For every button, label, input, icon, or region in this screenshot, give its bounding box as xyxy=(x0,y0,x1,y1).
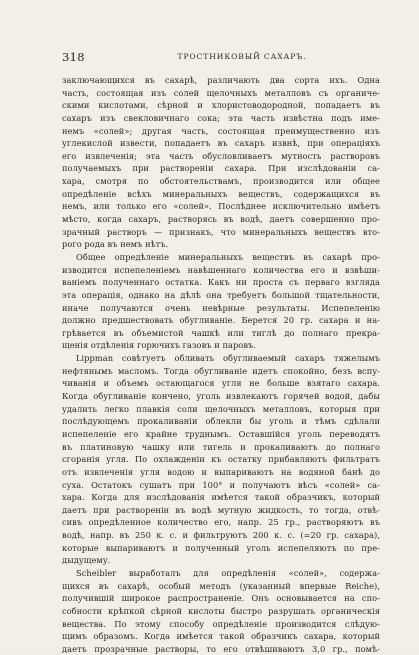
text-line: щихся въ сахарѣ, особый методъ (указанный впервые Reiche), xyxy=(62,580,380,591)
text-line: водѣ, напр. въ 250 к. с. и фильтруютъ 200 к. с. (=20 гр. сахара), xyxy=(62,530,380,541)
text-line: которые выпариваютъ и полученный уголь испепеляютъ по пре- xyxy=(62,542,380,553)
text-line: послѣдующемъ прокаливаніи облекли бы уголь и тѣмъ сдѣлали xyxy=(62,416,380,427)
text-line: эта операція, однако на дѣлѣ она требуетъ большой тщательности, xyxy=(62,289,380,300)
text-line: зрачный растворъ — признакъ, что минеральныхъ веществъ вто- xyxy=(62,226,380,237)
text-line: даетъ прозрачные растворы, то его отвѣшиваютъ 3,0 гр., помѣ- xyxy=(62,643,380,654)
text-line: Lippman совѣтуетъ обливать обугливаемый сахаръ тяжелымъ xyxy=(76,353,380,364)
text-line: получаемыхъ при раствореніи сахара. При изслѣдованіи са- xyxy=(62,163,380,174)
text-line: углекислой извести, попадаетъ въ сахаръ извнѣ, при операціяхъ xyxy=(62,138,380,149)
text-line: хара, смотря по обстоятельствамъ, производится или общее xyxy=(62,176,380,187)
text-line: немъ, или только его «солей». Послѣднее исключительно имѣетъ xyxy=(62,201,380,212)
text-line: немъ «солей»; другая часть, состоящая преимущественно изъ xyxy=(62,125,380,136)
body-text xyxy=(62,74,380,655)
text-line: заключающихся въ сахарѣ, различають два сорта ихъ. Одна xyxy=(62,75,380,85)
text-line: должно предшествовать обугливаніе. Берется 20 гр. сахара и на- xyxy=(62,315,380,326)
text-line: часть, состоящая изъ солей щелочныхъ металловъ съ органиче- xyxy=(62,87,380,98)
text-line: щенія отдѣленія горючихъ газовъ и паровъ. xyxy=(62,340,256,351)
text-line: чиванія и объемъ остающагося угля не больше взятаго сахара. xyxy=(62,378,380,389)
text-line: рого рода въ немъ нѣтъ. xyxy=(62,239,169,250)
text-line: вещества. По этому способу опредѣленіе производится слѣдую- xyxy=(62,618,380,629)
text-line: получившій широкое распространеніе. Онъ основывается на спо- xyxy=(62,593,380,604)
text-line: въ платиновую чашку или тигель и прокаливаютъ до полнаго xyxy=(62,441,380,452)
text-line: нефтянымъ масломъ. Тогда обугливаніе идетъ спокойно, безъ вспу- xyxy=(62,365,380,376)
text-line: скими кислотами, сѣрной и хлористоводородной, попадаетъ въ xyxy=(62,100,380,111)
text-line: собности крѣпкой сѣрной кислоты быстро разрушать органическія xyxy=(62,605,380,616)
text-line: даетъ при растворенін въ водѣ мутную жидкость, то тогда, отвѣ- xyxy=(62,504,380,515)
text-line: отъ извлеченія угля водою и выпариваютъ на водяной банѣ до xyxy=(62,466,380,477)
page-header xyxy=(62,50,380,66)
text-line: сивъ опредѣленное количество его, напр. 25 гр., растворяютъ въ xyxy=(62,517,380,528)
text-line: хара. Когда для изслѣдованія имѣется такой образчикъ, который xyxy=(62,492,380,503)
text-line: щимъ образомъ. Когда имѣется такой образчикъ сахара, который xyxy=(62,631,380,642)
text-line: изводится испепеленіемъ навѣшеннаго количества его и взвѣши- xyxy=(62,264,380,275)
text-line: мѣсто, когда сахаръ, растворясь въ водѣ, даетъ совершенно про- xyxy=(62,214,380,225)
page-number: 318 xyxy=(62,50,85,64)
text-line: испепеленіе его крайне труднымъ. Оставшійся уголь переводятъ xyxy=(62,428,380,439)
running-title: ТРОСТНИКОВЫЙ САХАРЪ. xyxy=(177,52,307,61)
text-line: опредѣленіе всѣхъ минеральныхъ веществъ, содержащихся въ xyxy=(62,188,380,199)
text-line: дыдущему. xyxy=(62,555,111,566)
text-line: Когда обугливаніе кончено, уголь извлекаютъ горячей водой, дабы xyxy=(62,391,380,402)
text-line: Scheibler выработалъ для опредѣленія «солей», содержа- xyxy=(76,567,380,578)
text-line: сахаръ изъ свекловичнаго сока; эта часть извѣстна подъ име- xyxy=(62,112,380,123)
text-line: иначе получаются очень невѣрные результаты. Испепеленію xyxy=(62,302,380,313)
text-line: грѣвается въ объемистой чашкѣ или тиглѣ до полнаго прекра- xyxy=(62,327,380,338)
text-line: ваніемъ полученнаго остатка. Какъ ни проста съ перваго взгляда xyxy=(62,277,380,288)
text-line: его извлеченія; эта часть обусловливаетъ мутность растворовъ xyxy=(62,150,380,161)
text-line: суха. Остатокъ сушатъ при 100° и получаютъ вѣсъ «солей» са- xyxy=(62,479,380,490)
text-line: удалить легко плавкія соли щелочныхъ металловъ, которыя при xyxy=(62,403,380,414)
text-line: сгоранія угля. По охлажденіи къ остатку прибавляютъ фильтратъ xyxy=(62,454,380,465)
text-line: Общее опредѣленіе минеральныхъ веществъ въ сахарѣ про- xyxy=(76,251,380,262)
